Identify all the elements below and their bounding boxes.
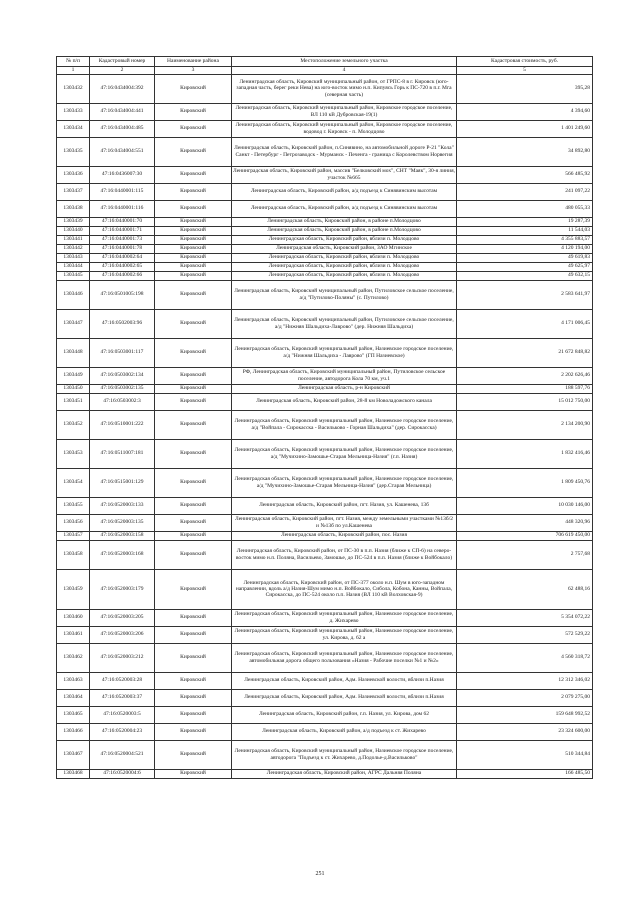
location-cell: Ленинградская область, Кировский район, в районе п.Молодцово [232,226,457,235]
district-name-cell: Кировский [155,531,232,540]
cadastral-number-cell: 47:16:0515001:129 [90,468,155,497]
district-name-cell: Кировский [155,137,232,166]
cadastral-number-cell: 47:16:0520003:5 [90,706,155,723]
cadastral-value-cell: 706 619 450,00 [457,531,593,540]
location-cell: Ленинградская область, Кировский район, вблизи п. Молодцово [232,262,457,271]
cadastral-number-cell: 47:16:0520004:23 [90,723,155,740]
district-name-cell: Кировский [155,166,232,183]
district-name-cell: Кировский [155,253,232,262]
location-cell: Ленинградская область, Кировский район, вблизи п. Молодцово [232,235,457,244]
district-name-cell: Кировский [155,769,232,778]
district-name-cell: Кировский [155,309,232,338]
cadastral-value-cell: 159 648 992,52 [457,706,593,723]
district-name-cell: Кировский [155,643,232,672]
location-cell: Ленинградская область, Кировский район, Адм. Назиевской волости, вблизи п.Назия [232,689,457,706]
row-number-cell: 1303463 [57,672,90,689]
cadastral-number-cell: 47:16:0510001:222 [90,410,155,439]
cadastral-number-cell: 47:16:0520003:206 [90,626,155,643]
cadastral-number-cell: 47:16:0502003:96 [90,309,155,338]
location-cell: Ленинградская область, Кировский район, г.п. Назия, ул. Кирова, дом 62 [232,706,457,723]
table-row [57,384,593,393]
table-row [57,706,593,723]
cadastral-value-cell: 11 544,03 [457,226,593,235]
row-number-cell: 1303448 [57,338,90,367]
table-row [57,200,593,217]
row-number-cell: 1303455 [57,497,90,514]
cadastral-value-cell: 12 312 346,02 [457,672,593,689]
cadastral-value-cell: 19 287,39 [457,217,593,226]
location-cell: Ленинградская область, Кировский район, п.Синявино, на автомобильной дороге Р-21 "Кола" Санкт - Петербург - Петрозаводск - Мурманск - Печенга - граница с Королевством Норвегия [232,137,457,166]
district-name-cell: Кировский [155,200,232,217]
district-name-cell: Кировский [155,235,232,244]
location-cell: Ленинградская область, Кировский район, в районе п.Молодцово [232,217,457,226]
district-name-cell: Кировский [155,244,232,253]
row-number-cell: 1303454 [57,468,90,497]
row-number-cell: 1303433 [57,103,90,120]
district-name-cell: Кировский [155,393,232,410]
table-row [57,672,593,689]
district-name-cell: Кировский [155,723,232,740]
district-name-cell: Кировский [155,540,232,569]
cadastral-value-cell: 480 055,33 [457,200,593,217]
row-number-cell: 1303435 [57,137,90,166]
cadastral-number-cell: 47:16:0440001:116 [90,200,155,217]
cadastral-number-cell: 47:16:0520004:6 [90,769,155,778]
row-number-cell: 1303439 [57,217,90,226]
table-row [57,271,593,280]
table-row [57,514,593,531]
location-cell: Ленинградская область, Кировский район, от ПС-30 в п.п. Назия (ближе к СП-6) на северо-восток мимо н.п. Поляна, Васильево, Замошье, до ПС-524 в п.п. Назия (ближе к Войбокало) [232,540,457,569]
header-cadastral-number: Кадастровый номер [90,57,155,67]
table-row [57,689,593,706]
district-name-cell: Кировский [155,280,232,309]
cadastral-value-table [56,56,592,779]
row-number-cell: 1303457 [57,531,90,540]
header-row [57,57,593,67]
row-number-cell: 1303436 [57,166,90,183]
table-row [57,540,593,569]
row-number-cell: 1303459 [57,569,90,609]
row-number-cell: 1303458 [57,540,90,569]
district-name-cell: Кировский [155,439,232,468]
district-name-cell: Кировский [155,103,232,120]
header-row-number: № п/п [57,57,90,67]
district-name-cell: Кировский [155,609,232,626]
table-row [57,309,593,338]
location-cell: Ленинградская область, Кировский муниципальный район, Кировское городское поселение, ВЛ 110 кВ Дубровская-19(1) [232,103,457,120]
row-number-cell: 1303467 [57,740,90,769]
cadastral-number-cell: 47:16:0434004:485 [90,120,155,137]
cadastral-value-cell: 49 619,83 [457,253,593,262]
location-cell: Ленинградская область, Кировский район, вблизи п. Молодцово [232,271,457,280]
row-number-cell: 1303464 [57,689,90,706]
cadastral-number-cell: 47:16:0520003:179 [90,569,155,609]
district-name-cell: Кировский [155,271,232,280]
district-name-cell: Кировский [155,74,232,103]
district-name-cell: Кировский [155,226,232,235]
location-cell: Ленинградская область, Кировский муниципальный район, Назиевское городское поселение, автомобильная дорога общего пользования «Назия - Рабочие поселки №1 и №2» [232,643,457,672]
table-row [57,569,593,609]
table-row [57,439,593,468]
table-row [57,183,593,200]
row-number-cell: 1303440 [57,226,90,235]
cadastral-value-cell: 166 485,50 [457,769,593,778]
cadastral-value-cell: 2 202 626,46 [457,367,593,384]
location-cell: Ленинградская область, Кировский район, а/д подъезд к Синявинским высотам [232,183,457,200]
location-cell: Ленинградская область, Кировский муниципальный район, Назиевское городское поселение, а/д "Мучихино-Замошье-Старая Мельница-Назия" (г.п. Назия) [232,439,457,468]
district-name-cell: Кировский [155,626,232,643]
cadastral-number-cell: 47:16:0520003:158 [90,531,155,540]
district-name-cell: Кировский [155,217,232,226]
column-number: 3 [155,67,232,75]
table-row [57,723,593,740]
table-row [57,103,593,120]
location-cell: Ленинградская область, Кировский район, Адм. Назиевской волости, вблизи п.Назия [232,672,457,689]
row-number-cell: 1303432 [57,74,90,103]
location-cell: Ленинградская область, Кировский район, массив "Белковский мох", СНТ "Маяк", 30-я линия, участок №665 [232,166,457,183]
location-cell: Ленинградская область, Кировский район, от ПС-377 около н.п. Шум в юго-западном направлении, вдоль а/д Назия-Шум мимо н.п. Войбокало, Сибола, Кобона, Канны, Войпала, Сирокасска, до ПС-524 около п.п. Назия (ВЛ 110 кВ Волховская-9) [232,569,457,609]
cadastral-value-cell: 5 354 072,22 [457,609,593,626]
cadastral-value-cell: 15 012 750,00 [457,393,593,410]
cadastral-value-cell: 49 625,97 [457,262,593,271]
row-number-cell: 1303466 [57,723,90,740]
table-row [57,137,593,166]
location-cell: Ленинградская область, Кировский район, пгт. Назия, ул. Кашенева, 13б [232,497,457,514]
row-number-cell: 1303465 [57,706,90,723]
location-cell: Ленинградская область, Кировский район, 28-й км Новоладожского канала [232,393,457,410]
table-row [57,217,593,226]
cadastral-number-cell: 47:16:0503002:134 [90,367,155,384]
table-row [57,120,593,137]
district-name-cell: Кировский [155,183,232,200]
table-row [57,338,593,367]
row-number-cell: 1303468 [57,769,90,778]
cadastral-value-cell: 62 488,16 [457,569,593,609]
cadastral-value-cell: 49 632,15 [457,271,593,280]
column-number-row [57,67,593,75]
location-cell: Ленинградская область, Кировский район, а/д подъезд к Синявинским высотам [232,200,457,217]
cadastral-value-cell: 4 560 318,72 [457,643,593,672]
location-cell: Ленинградская область, Кировский район, АГРС Дальняя Поляна [232,769,457,778]
location-cell: Ленинградская область, Кировский район, пгт. Назия, между земельными участками №13б/2 и №13б по ул.Кашенева [232,514,457,531]
table-row [57,74,593,103]
cadastral-number-cell: 47:16:0520003:135 [90,514,155,531]
district-name-cell: Кировский [155,706,232,723]
district-name-cell: Кировский [155,410,232,439]
header-location: Местоположение земельного участка [232,57,457,67]
cadastral-value-cell: 4 394,60 [457,103,593,120]
cadastral-number-cell: 47:16:0503002:3 [90,393,155,410]
row-number-cell: 1303461 [57,626,90,643]
cadastral-number-cell: 47:16:0511007:181 [90,439,155,468]
cadastral-value-cell: 2 757,68 [457,540,593,569]
cadastral-number-cell: 47:16:0434004:551 [90,137,155,166]
row-number-cell: 1303434 [57,120,90,137]
cadastral-value-cell: 2 079 275,00 [457,689,593,706]
row-number-cell: 1303446 [57,280,90,309]
district-name-cell: Кировский [155,672,232,689]
cadastral-number-cell: 47:16:0501005:198 [90,280,155,309]
row-number-cell: 1303438 [57,200,90,217]
cadastral-number-cell: 47:16:0520003:37 [90,689,155,706]
row-number-cell: 1303453 [57,439,90,468]
location-cell: Ленинградская область, Кировский район, а/д подъезд к ст. Жихарево [232,723,457,740]
row-number-cell: 1303451 [57,393,90,410]
district-name-cell: Кировский [155,367,232,384]
cadastral-number-cell: 47:16:0520004:521 [90,740,155,769]
table-row [57,253,593,262]
cadastral-value-cell: 2 583 641,97 [457,280,593,309]
location-cell: Ленинградская область, Кировский муниципальный район, Путиловское сельское поселение, а/д "Нижняя Шальдиха-Лаврово" (дер. Нижняя Шальдиха) [232,309,457,338]
cadastral-number-cell: 47:16:0520003:28 [90,672,155,689]
cadastral-value-cell: 566 485,92 [457,166,593,183]
table-row [57,393,593,410]
cadastral-value-cell: 23 324 600,00 [457,723,593,740]
location-cell: Ленинградская область, Кировский муниципальный район, Назиевское городское поселение, ул. Кирова, д. 62 а [232,626,457,643]
location-cell: Ленинградская область, Кировский муниципальный район, Кировское городское поселение, водовод г. Кировск - п. Молодцово [232,120,457,137]
location-cell: РФ, Ленинградская область, Кировский муниципальный район, Путиловское сельское поселение, автодорога Кола 70 км, уч.1 [232,367,457,384]
cadastral-value-cell: 1 809 450,76 [457,468,593,497]
cadastral-number-cell: 47:16:0520003:168 [90,540,155,569]
location-cell: Ленинградская область, Кировский район, пос. Назия [232,531,457,540]
row-number-cell: 1303437 [57,183,90,200]
cadastral-value-cell: 395,28 [457,74,593,103]
table-body [57,74,593,778]
column-number: 2 [90,67,155,75]
column-number: 1 [57,67,90,75]
cadastral-number-cell: 47:16:0440001:70 [90,217,155,226]
cadastral-number-cell: 47:16:0440001:78 [90,244,155,253]
row-number-cell: 1303445 [57,271,90,280]
cadastral-number-cell: 47:16:0434004:441 [90,103,155,120]
cadastral-number-cell: 47:16:0520003:205 [90,609,155,626]
cadastral-number-cell: 47:16:0434004:392 [90,74,155,103]
district-name-cell: Кировский [155,468,232,497]
table-row [57,740,593,769]
cadastral-value-cell: 4 171 006,45 [457,309,593,338]
cadastral-value-cell: 4 120 194,00 [457,244,593,253]
location-cell: Ленинградская область, Кировский муниципальный район, Назиевское городское поселение, а/д "Мучихино-Замошье-Старая Мельница-Назия" (дер.Старая Мельница) [232,468,457,497]
row-number-cell: 1303443 [57,253,90,262]
header-district-name: Наименование района [155,57,232,67]
table-row [57,367,593,384]
cadastral-value-cell: 1 832 416,46 [457,439,593,468]
cadastral-value-cell: 188 597,76 [457,384,593,393]
column-number: 5 [457,67,593,75]
district-name-cell: Кировский [155,262,232,271]
column-number: 4 [232,67,457,75]
table-row [57,643,593,672]
row-number-cell: 1303452 [57,410,90,439]
table-row [57,531,593,540]
location-cell: Ленинградская область, Кировский муниципальный район, Назиевское городское поселение, а/д "Нижняя Шальдиха - Лаврово" (ГП Назиевское) [232,338,457,367]
page-number: 251 [315,871,325,877]
location-cell: Ленинградская область, Кировский район, ЗАО Мгинское [232,244,457,253]
row-number-cell: 1303449 [57,367,90,384]
cadastral-value-cell: 21 672 848,82 [457,338,593,367]
cadastral-value-cell: 572 529,22 [457,626,593,643]
cadastral-number-cell: 47:16:0503002:135 [90,384,155,393]
cadastral-number-cell: 47:16:0440002:65 [90,262,155,271]
district-name-cell: Кировский [155,497,232,514]
row-number-cell: 1303462 [57,643,90,672]
location-cell: Ленинградская область, Кировский муниципальный район, Назиевское городское поселение, д. Жихарево [232,609,457,626]
cadastral-number-cell: 47:16:0440001:71 [90,226,155,235]
location-cell: Ленинградская область, Кировский муниципальный район, Назиевское городское поселение, а/д "Войпала - Сирокасска - Васильково - Горная Шальдиха" (дер. Сирокасска) [232,410,457,439]
district-name-cell: Кировский [155,120,232,137]
table-row [57,166,593,183]
location-cell: Ленинградская область, Кировский муниципальный район, Назиевское городское поселение, автодорога "Подъезд к ст. Жихарево, д.Подолье-д.Васильково" [232,740,457,769]
district-name-cell: Кировский [155,740,232,769]
location-cell: Ленинградская область, Кировский муниципальный район, Путиловское сельское поселение, а/д "Путилово-Поляны" (с. Путилово) [232,280,457,309]
table-row [57,262,593,271]
row-number-cell: 1303456 [57,514,90,531]
cadastral-number-cell: 47:16:0436007:30 [90,166,155,183]
table-row [57,226,593,235]
table-row [57,244,593,253]
district-name-cell: Кировский [155,338,232,367]
district-name-cell: Кировский [155,689,232,706]
cadastral-value-cell: 10 030 146,00 [457,497,593,514]
row-number-cell: 1303441 [57,235,90,244]
cadastral-number-cell: 47:16:0520003:133 [90,497,155,514]
header-cadastral-value: Кадастровая стоимость, руб. [457,57,593,67]
table-row [57,609,593,626]
table-row [57,468,593,497]
cadastral-value-cell: 241 097,22 [457,183,593,200]
district-name-cell: Кировский [155,569,232,609]
table-row [57,280,593,309]
location-cell: Ленинградская область, Кировский район, вблизи п. Молодцово [232,253,457,262]
cadastral-number-cell: 47:16:0503001:117 [90,338,155,367]
district-name-cell: Кировский [155,514,232,531]
row-number-cell: 1303444 [57,262,90,271]
cadastral-number-cell: 47:16:0520003:212 [90,643,155,672]
location-cell: Ленинградская область, р-н Кировский [232,384,457,393]
row-number-cell: 1303442 [57,244,90,253]
table-row [57,626,593,643]
cadastral-value-cell: 510 344,84 [457,740,593,769]
table-row [57,497,593,514]
cadastral-value-cell: 448 320,96 [457,514,593,531]
cadastral-value-cell: 2 134 200,90 [457,410,593,439]
table-row [57,410,593,439]
table-row [57,769,593,778]
cadastral-value-cell: 4 355 883,57 [457,235,593,244]
cadastral-number-cell: 47:16:0440001:115 [90,183,155,200]
row-number-cell: 1303460 [57,609,90,626]
cadastral-number-cell: 47:16:0440001:73 [90,235,155,244]
cadastral-number-cell: 47:16:0440002:64 [90,253,155,262]
location-cell: Ленинградская область, Кировский муниципальный район, от ГРПС-8 в г. Кировск (юго-западная часть, берег реки Нева) на юго-восток мимо н.п. Кипуясь Горь к ПС-720 в п.г. Мга (северная часть) [232,74,457,103]
row-number-cell: 1303447 [57,309,90,338]
cadastral-number-cell: 47:16:0440002:66 [90,271,155,280]
cadastral-value-cell: 34 892,80 [457,137,593,166]
row-number-cell: 1303450 [57,384,90,393]
cadastral-value-cell: 1 401 249,60 [457,120,593,137]
table-row [57,235,593,244]
district-name-cell: Кировский [155,384,232,393]
